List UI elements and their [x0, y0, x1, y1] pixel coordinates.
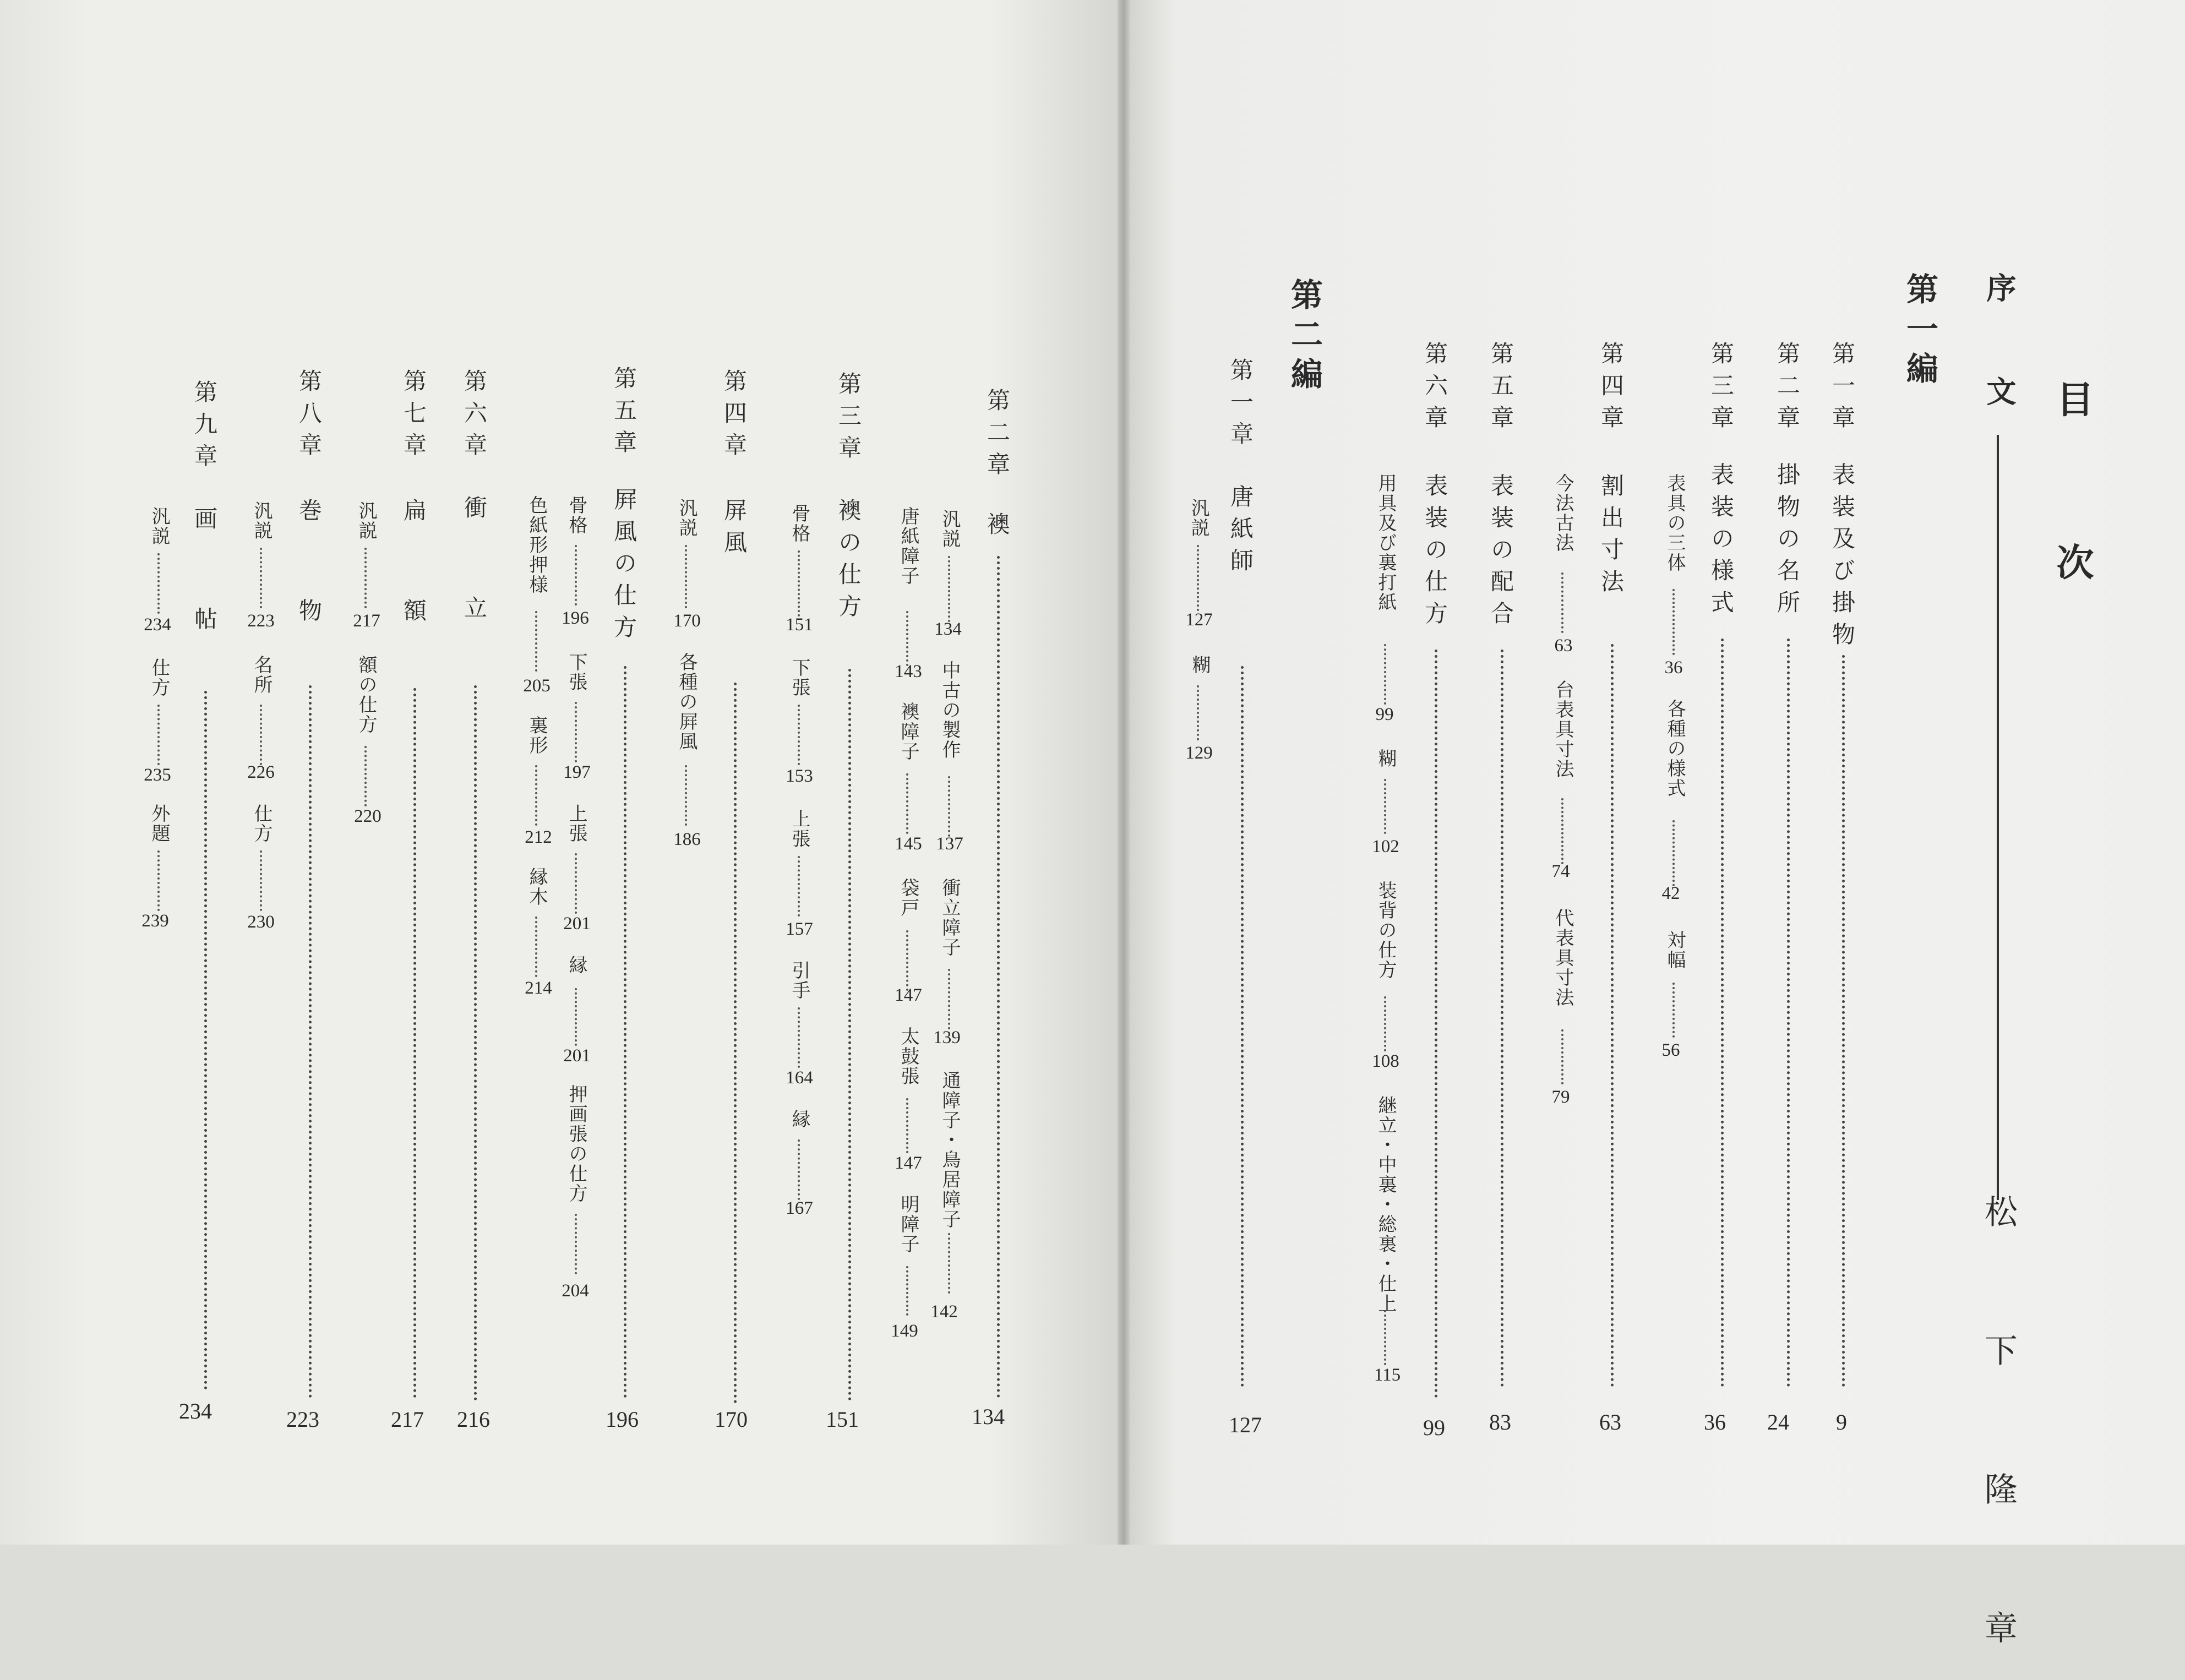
section-page: 102	[1372, 837, 1399, 857]
chapter-num: 第九章	[191, 380, 218, 476]
right-page	[1123, 0, 2185, 1545]
section-leader	[945, 963, 953, 1035]
section-title: 各種の屛風	[675, 652, 698, 751]
section-page: 147	[895, 1153, 922, 1173]
chapter-page: 234	[179, 1399, 212, 1423]
chapter-title: 表装及び掛物	[1829, 462, 1856, 654]
section-page: 143	[895, 662, 922, 681]
chapter-leader	[471, 680, 479, 1406]
section-leader	[794, 850, 803, 922]
section-page: 214	[525, 978, 552, 998]
section-page: 139	[933, 1028, 961, 1048]
section-leader	[1381, 991, 1390, 1057]
chapter-page: 36	[1704, 1410, 1726, 1434]
section-leader	[571, 1208, 580, 1280]
section-leader	[794, 699, 803, 771]
section-title: 汎説	[148, 506, 170, 546]
chapter-leader	[201, 685, 210, 1395]
section-page: 115	[1374, 1365, 1401, 1385]
chapter-leader	[1839, 650, 1848, 1393]
chapter-num: 第三章	[835, 372, 862, 467]
section-page: 201	[563, 1046, 591, 1066]
chapter-page: 216	[457, 1407, 490, 1432]
section-leader	[1194, 539, 1202, 617]
section-page: 157	[786, 919, 813, 939]
section-leader	[794, 1002, 803, 1073]
section-page: 42	[1661, 883, 1680, 903]
section-leader	[154, 699, 163, 771]
section-page: 153	[786, 766, 813, 786]
chapter-num: 第五章	[611, 366, 637, 462]
chapter-title: 屛風の仕方	[611, 487, 637, 647]
part1-heading: 第一編	[1901, 272, 1938, 391]
section-page: 127	[1185, 610, 1213, 630]
section-title: 台表具寸法	[1552, 680, 1574, 779]
chapter-leader	[1238, 661, 1246, 1393]
section-leader	[1381, 639, 1390, 710]
section-leader	[571, 848, 580, 919]
section-leader	[257, 845, 265, 917]
section-page: 217	[353, 611, 380, 631]
chapter-title: 衝立	[461, 495, 488, 696]
section-title: 糊	[1189, 655, 1211, 675]
section-leader	[903, 768, 912, 839]
chapter-title: 画帖	[191, 506, 218, 707]
section-title: 骨格	[565, 495, 587, 535]
section-title: 裏形	[526, 716, 548, 755]
chapter-num: 第六章	[461, 369, 488, 465]
chapter-title: 扁額	[400, 498, 427, 699]
chapter-leader	[845, 663, 854, 1406]
section-page: 235	[144, 765, 171, 785]
section-leader	[1558, 1024, 1567, 1090]
section-page: 212	[525, 827, 552, 847]
section-title: 明障子	[897, 1194, 919, 1254]
chapter-leader	[1497, 644, 1506, 1393]
section-leader	[794, 1134, 803, 1206]
chapter-leader	[1718, 633, 1726, 1393]
section-leader	[945, 1228, 953, 1299]
chapter-num: 第二章	[1774, 341, 1801, 437]
section-page: 239	[141, 911, 169, 931]
chapter-page: 196	[606, 1407, 639, 1432]
chapter-page: 99	[1423, 1415, 1445, 1440]
section-page: 108	[1372, 1051, 1399, 1071]
section-leader	[257, 699, 265, 771]
section-title: 汎説	[1187, 498, 1209, 538]
section-title: 骨格	[788, 504, 810, 543]
section-title: 代表具寸法	[1552, 908, 1574, 1007]
chapter-num: 第六章	[1421, 341, 1448, 437]
section-page: 205	[523, 676, 551, 696]
section-page: 63	[1554, 636, 1573, 656]
section-title: 袋戸	[897, 878, 919, 918]
chapter-title: 表装の配合	[1487, 473, 1514, 633]
section-page: 149	[891, 1321, 918, 1341]
section-leader	[945, 550, 953, 628]
section-page: 142	[930, 1302, 958, 1322]
section-leader	[903, 1261, 912, 1321]
section-leader	[571, 539, 580, 611]
section-title: 今法古法	[1552, 473, 1574, 553]
chapter-leader	[306, 680, 314, 1404]
chapter-num: 第八章	[296, 369, 323, 465]
chapter-title: 襖の仕方	[835, 498, 862, 626]
chapter-leader	[1608, 639, 1616, 1393]
chapter-num: 第二章	[984, 388, 1011, 484]
chapter-title: 割出寸法	[1598, 473, 1625, 601]
chapter-page: 134	[972, 1404, 1005, 1429]
section-title: 仕方	[250, 804, 273, 843]
chapter-leader	[620, 661, 629, 1404]
section-title: 名所	[250, 655, 273, 695]
section-leader	[257, 542, 265, 614]
section-leader	[361, 542, 370, 614]
section-page: 170	[673, 611, 701, 631]
chapter-num: 第七章	[400, 369, 427, 465]
section-leader	[154, 548, 163, 619]
section-leader	[1558, 567, 1567, 639]
chapter-num: 第一章	[1227, 358, 1254, 454]
section-title: 仕方	[148, 658, 170, 697]
section-title: 装背の仕方	[1375, 881, 1397, 980]
chapter-title: 表装の様式	[1708, 462, 1735, 622]
section-leader	[154, 845, 163, 917]
section-title: 唐紙障子	[897, 506, 919, 586]
chapter-page: 217	[391, 1407, 424, 1432]
section-page: 223	[247, 611, 275, 631]
section-title: 対幅	[1664, 930, 1686, 970]
section-title: 縁木	[526, 867, 548, 907]
section-title: 表具の三体	[1664, 473, 1686, 572]
section-page: 204	[562, 1281, 589, 1301]
chapter-leader	[1784, 633, 1792, 1393]
section-leader	[1381, 1305, 1390, 1371]
section-leader	[1669, 815, 1678, 892]
chapter-title: 襖	[984, 512, 1011, 544]
section-leader	[532, 911, 541, 983]
section-title: 用具及び裏打紙	[1375, 473, 1397, 612]
section-page: 99	[1375, 705, 1394, 724]
section-page: 129	[1185, 743, 1213, 763]
preface-label: 序 文	[1982, 272, 2017, 428]
toc-title: 目 次	[2050, 380, 2094, 624]
chapter-title: 表装の仕方	[1421, 473, 1448, 633]
section-title: 縁	[565, 955, 587, 975]
section-title: 衝立障子	[939, 878, 961, 957]
section-title: 襖障子	[897, 702, 919, 761]
section-page: 74	[1551, 861, 1570, 881]
section-leader	[794, 545, 803, 622]
section-page: 197	[563, 762, 591, 782]
section-leader	[1669, 977, 1678, 1043]
section-leader	[682, 760, 690, 831]
section-title: 汎説	[355, 501, 377, 541]
section-leader	[682, 539, 690, 614]
chapter-leader	[410, 683, 419, 1404]
section-page: 230	[247, 912, 275, 932]
section-page: 134	[934, 619, 962, 639]
section-leader	[903, 1093, 912, 1159]
chapter-num: 第一章	[1829, 341, 1856, 437]
preface-author: 松 下 隆 章	[1979, 1194, 2018, 1680]
chapter-leader	[1431, 644, 1440, 1404]
part2-heading: 第二編	[1285, 278, 1323, 397]
section-title: 通障子・鳥居障子	[939, 1071, 961, 1229]
chapter-page: 83	[1489, 1410, 1511, 1434]
section-page: 145	[895, 834, 922, 854]
chapter-leader	[731, 677, 739, 1409]
chapter-page: 63	[1599, 1410, 1621, 1434]
chapter-leader	[994, 550, 1002, 1404]
section-leader	[1194, 680, 1202, 746]
section-leader	[1669, 583, 1678, 661]
section-page: 201	[563, 914, 591, 934]
chapter-title: 屏風	[721, 498, 748, 562]
chapter-page: 127	[1229, 1412, 1262, 1437]
section-title: 汎説	[250, 501, 273, 541]
section-page: 167	[786, 1198, 813, 1218]
chapter-title: 唐紙師	[1227, 484, 1254, 580]
section-title: 額の仕方	[355, 655, 377, 734]
section-title: 押画張の仕方	[565, 1084, 587, 1203]
section-title: 引手	[788, 961, 810, 1000]
section-page: 79	[1551, 1087, 1570, 1107]
section-leader	[361, 740, 370, 812]
section-page: 147	[895, 985, 922, 1005]
section-page: 164	[786, 1068, 813, 1088]
chapter-num: 第四章	[721, 369, 748, 465]
chapter-page: 9	[1836, 1410, 1847, 1434]
chapter-num: 第三章	[1708, 341, 1735, 437]
preface-rule	[1997, 435, 1999, 1200]
section-title: 各種の様式	[1664, 699, 1686, 798]
section-title: 下張	[565, 652, 587, 692]
section-title: 中古の製作	[939, 661, 961, 760]
chapter-page: 151	[826, 1407, 859, 1432]
section-page: 196	[562, 608, 589, 628]
chapter-page: 170	[715, 1407, 748, 1432]
section-leader	[532, 760, 541, 831]
section-title: 外題	[148, 804, 170, 843]
section-title: 下張	[788, 658, 810, 697]
section-leader	[1558, 793, 1567, 870]
section-title: 継立・中裏・総裏・仕上	[1375, 1095, 1397, 1313]
section-title: 糊	[1375, 749, 1397, 768]
chapter-title: 巻物	[296, 498, 323, 699]
section-leader	[571, 983, 580, 1051]
section-leader	[571, 696, 580, 768]
chapter-title: 掛物の名所	[1774, 462, 1801, 622]
section-page: 186	[673, 830, 701, 849]
section-page: 137	[936, 834, 963, 854]
section-title: 縁	[788, 1109, 810, 1129]
section-page: 151	[786, 615, 813, 635]
section-title: 上張	[788, 809, 810, 849]
section-leader	[945, 771, 953, 842]
section-title: 上張	[565, 804, 587, 843]
section-title: 汎説	[939, 509, 961, 549]
section-page: 234	[144, 615, 171, 635]
chapter-page: 24	[1767, 1410, 1789, 1434]
book-gutter	[1118, 0, 1130, 1545]
section-leader	[532, 606, 541, 677]
section-title: 色紙形押様	[526, 495, 548, 594]
section-page: 36	[1664, 658, 1683, 678]
chapter-num: 第四章	[1598, 341, 1625, 437]
section-leader	[1381, 773, 1390, 839]
section-page: 56	[1661, 1040, 1680, 1060]
section-page: 226	[247, 762, 275, 782]
section-title: 太鼓張	[897, 1027, 919, 1086]
chapter-page: 223	[286, 1407, 319, 1432]
chapter-num: 第五章	[1487, 341, 1514, 437]
section-title: 汎説	[675, 498, 698, 538]
section-page: 220	[354, 806, 382, 826]
